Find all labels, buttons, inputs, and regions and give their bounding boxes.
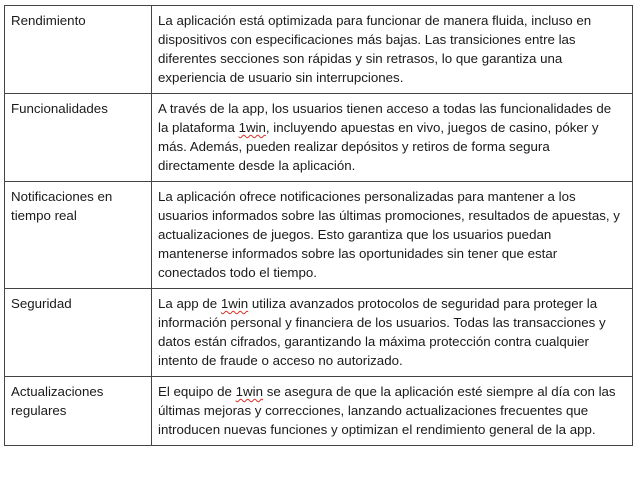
row-description: [152, 377, 633, 446]
spellcheck-flagged-word[interactable]: 1win: [220, 296, 249, 311]
row-label: Actualizaciones regulares: [5, 377, 152, 446]
table-row-rendimiento: [5, 6, 633, 94]
table-row-notificaciones: [5, 182, 633, 289]
row-description: [152, 94, 633, 182]
row-description: [152, 6, 633, 94]
row-description: [152, 289, 633, 377]
row-description: [152, 182, 633, 289]
description-text: La app de: [158, 296, 221, 311]
spellcheck-flagged-word[interactable]: 1win: [235, 384, 263, 399]
description-text: El equipo de: [158, 384, 236, 399]
description-text: , incluyendo apuestas en vivo, juegos de casino, póker y más. Además, pueden realizar depósitos y retiros de forma segura directamente desde la aplicación.: [158, 120, 599, 173]
description-text: La aplicación está optimizada para funcionar de manera fluida, incluso en dispositivos con especificaciones más bajas. Las transiciones entre las diferentes secciones son rápidas y sin retrasos, lo que garantiza una experiencia de usuario sin interrupciones.: [158, 13, 592, 85]
description-text: A través de la app, los usuarios tienen acceso a todas las funcionalidades de la plataforma: [158, 101, 612, 135]
description-text: se asegura de que la aplicación esté siempre al día con las últimas mejoras y correcciones, lanzando actualizaciones frecuentes que introducen nuevas funciones y optimizan el rendimiento general de la app.: [158, 384, 616, 437]
row-label: Funcionalidades: [5, 94, 152, 182]
spellcheck-flagged-word[interactable]: 1win: [238, 120, 266, 135]
description-text: utiliza avanzados protocolos de seguridad para proteger la información personal y financiera de los usuarios. Todas las transacciones y datos están cifrados, garantizando la máxima protección contra cualquier intento de fraude o acceso no autorizado.: [158, 296, 606, 368]
description-text: La aplicación ofrece notificaciones personalizadas para mantener a los usuarios informados sobre las últimas promociones, resultados de apuestas, y actualizaciones de juegos. Esto garantiza que los usuarios puedan mantenerse informados sobre las oportunidades sin tener que estar conectados todo el tiempo.: [158, 189, 620, 280]
table-row-actualizaciones: [5, 377, 633, 446]
features-table: [4, 5, 633, 446]
row-label: Seguridad: [5, 289, 152, 377]
row-label: Notificaciones en tiempo real: [5, 182, 152, 289]
table-row-seguridad: [5, 289, 633, 377]
table-row-funcionalidades: [5, 94, 633, 182]
row-label: Rendimiento: [5, 6, 152, 94]
